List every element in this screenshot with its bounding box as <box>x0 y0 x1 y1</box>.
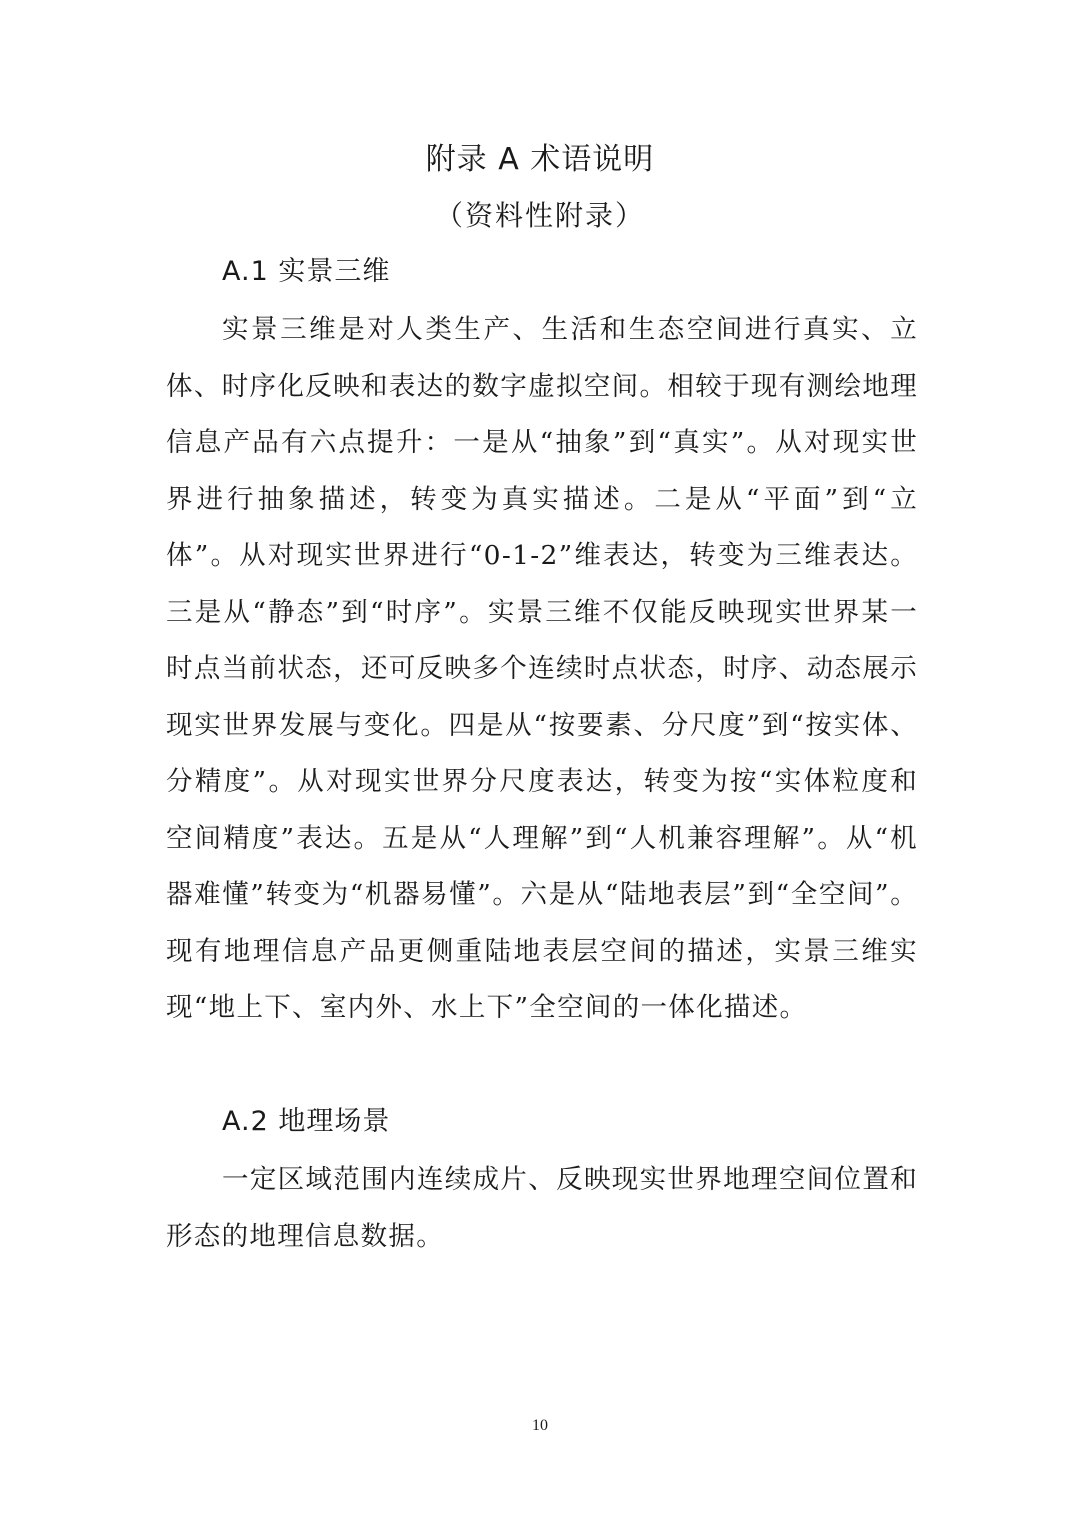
section-heading-a2: A.2 地理场景 <box>222 1106 391 1137</box>
section-heading-a1: A.1 实景三维 <box>222 256 391 287</box>
page-title: 附录 A 术语说明 <box>425 142 655 177</box>
section-paragraph-a2: 一定区域范围内连续成片、反映现实世界地理空间位置和形态的地理信息数据。 <box>166 1164 918 1252</box>
section-paragraph-a1: 实景三维是对人类生产、生活和生态空间进行真实、立体、时序化反映和表达的数字虚拟空间。相较于现有测绘地理信息产品有六点提升：一是从“抽象”到“真实”。从对现实世界进行抽象描述，转变为真实描述。二是从“平面”到“立体”。从对现实世界进行“0-1-2”维表达，转变为三维表达。三是从“静态”到“时序”。实景三维不仅能反映现实世界某一时点当前状态，还可反映多个连续时点状态，时序、动态展示现实世界发展与变化。四是从“按要素、分尺度”到“按实体、分精度”。从对现实世界分尺度表达，转变为按“实体粒度和空间精度”表达。五是从“人理解”到“人机兼容理解”。从“机器难懂”转变为“机器易懂”。六是从“陆地表层”到“全空间”。现有地理信息产品更侧重陆地表层空间的描述，实景三维实现“地上下、室内外、水上下”全空间的一体化描述。 <box>166 314 918 1023</box>
page-number: 10 <box>532 1417 548 1434</box>
page-subtitle: （资料性附录） <box>434 199 645 232</box>
